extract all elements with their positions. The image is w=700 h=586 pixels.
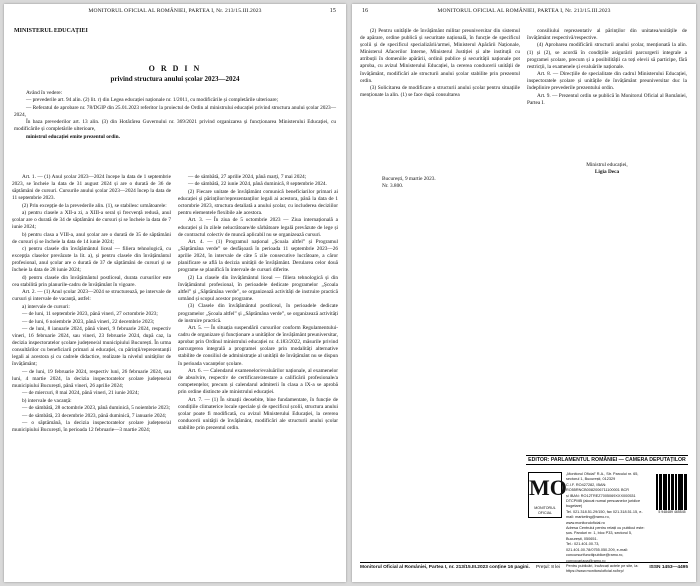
document-title: O R D I N — [148, 64, 202, 73]
publisher-info-line: C.I.F. RO427282, IBAN: RO55RNCB0082006711100001 BCR — [566, 482, 629, 493]
paragraph: — de sâmbătă, 23 decembrie 2023, până duminică, 7 ianuarie 2024; — [22, 412, 167, 419]
publisher-info-line: și IBAN: RO12TREZ7005069XXX000531 DTCPMB (alocat numai persoanelor juridice bugetare) — [566, 493, 641, 509]
document-subtitle: privind structura anului școlar 2023—2024 — [110, 75, 240, 83]
signatory-name: Ligia Deca — [594, 169, 620, 175]
running-header — [358, 8, 690, 18]
paragraph: a) intervale de cursuri: — [22, 303, 70, 310]
publisher-info — [566, 472, 648, 575]
paragraph: — de miercuri, 8 mai 2024, până vineri, 21 iunie 2024; — [22, 390, 139, 397]
logo-caption — [529, 506, 561, 515]
paragraph: Art. 4. — (1) Programul național „Școala altfel” și Programul „Săptămâna verde” se desfășoară în perioada 11 septembrie 2023—26 aprilie 2024, în intervale de câte 5 zile consecutive lucrătoare, a căror planificare se află la decizia unității de învățământ. Derularea celor două programe se planifică în intervale de cursuri diferite. — [178, 239, 338, 274]
text-column-left — [12, 174, 171, 434]
city-date: București, 9 martie 2023. — [382, 176, 436, 182]
preamble-line: ministrul educației emite prezentul ordin. — [26, 133, 120, 140]
publisher-info-line: „Monitorul Oficial” R.A., Str. Parcului nr. 65, sectorul 1, București, 012329 — [566, 472, 639, 482]
paragraph: Art. 3. — În ziua de 5 octombrie 2023 — Ziua internațională a educației și în zilele nelucrătoare/de sărbătoare legală prevăzute de lege și de contractul colectiv de muncă aplicabil nu se organizează cursuri. — [178, 217, 338, 238]
paragraph: (2) Prin excepție de la prevederile alin. (1), se stabilesc următoarele: — [22, 202, 167, 209]
right-page — [352, 4, 696, 582]
editor-bar: EDITOR: PARLAMENTUL ROMÂNIEI — CAMERA DEPUTAȚILOR — [526, 455, 688, 465]
paragraph: (2) Fiecare unitate de învățământ comunică beneficiarilor primari ai educației și părinților/reprezentanților legali ai acestora, până la data de 1 octombrie 2023, structura detaliată a anului școlar, cu includerea deciziilor pentru elementele flexibile ale acestora. — [178, 188, 338, 217]
paragraph: (4) Aprobarea modificării structurii anului școlar, menționată la alin. (1) și (2), se acordă în condițiile asigurării parcurgerii integrale a programei școlare, precum și a posibilității ca toți elevii să participe, fără restricții, la examenele și evaluările naționale. — [527, 42, 687, 70]
paragraph: Art. 8. — Direcțiile de specialitate din cadrul Ministerului Educației, inspectoratele școlare și unitățile de învățământ preuniversitar duc la îndeplinire prevederile prezentului ordin. — [527, 71, 687, 92]
paragraph: a) pentru clasele a XII-a zi, a XIII-a seral și frecvență redusă, anul școlar are o durată de 34 de săptămâni de cursuri și se încheie la data de 7 iunie 2024; — [12, 210, 171, 231]
paragraph: c) pentru clasele din învățământul liceal — filiera tehnologică, cu excepția claselor prevăzute la lit. a), și pentru clasele din învățământul profesional, anul școlar are o durată de 37 de săptămâni de cursuri și se încheie la data de 28 iunie 2024; — [12, 246, 171, 274]
footer-title: Monitorul Oficial al României, Partea I, nr. 213/15.III.2023 conține 16 pagini. — [360, 565, 530, 570]
paragraph: (2) La clasele din învățământul liceal — filiera tehnologică și din învățământul profesional, în perioadele dedicate programelor „Școala altfel” și „Săptămâna verde”, se organizează activități de instruire practică urmând și scopul acestor programe. — [178, 274, 338, 303]
paragraph: — o săptămână, la decizia inspectoratelor școlare județene/al municipiului București, în perioada 12 februarie—3 martie 2024; — [12, 419, 171, 434]
preamble-line: — Referatul de aprobare nr. 78/DGIP din 25.01.2023 referitor la proiectul de Ordin al ministrului educației privind structura anului școlar 2023—2024, — [14, 104, 336, 118]
paragraph: — de luni, 19 februarie 2024, respectiv luni, 26 februarie 2024, sau luni, 4 martie 2024, la decizia inspectoratelor școlare județene/al municipiului București, până vineri, 26 aprilie 2024; — [12, 368, 171, 389]
preamble-line: În baza prevederilor art. 13 alin. (3) din Hotărârea Guvernului nr. 369/2021 privind organizarea și funcționarea Ministerului Educației, cu modificările și completările ulterioare, — [14, 119, 336, 133]
publisher-info-line: Tel. 021.318.51.29/150, fax 021.318.51.15, e-mail: marketing@ramo.ro, www.monitoruloficial.ro — [566, 509, 643, 525]
paragraph: Art. 5. — În situația suspendării cursurilor conform Regulamentului-cadru de organizare și funcționare a unităților de învățământ preuniversitar, aprobat prin Ordinul ministrului educației nr. 4.183/2022, măsurile privind parcurgerea integrală a programei școlare prin modalități alternative stabilite de consiliul de administrație al unității de învățământ nu se dispun în perioada vacanțelor școlare. — [178, 325, 338, 367]
signatory-role: Ministrul educației, — [586, 162, 628, 168]
paragraph: (3) Solicitarea de modificare a structurii anului școlar pentru situațiile menționate la alin. (1) se face după consultarea — [360, 85, 520, 99]
paragraph: — de luni, 8 ianuarie 2024, până vineri, 9 februarie 2024, respectiv vineri, 16 februarie 2024, sau vineri, 23 februarie 2024, după caz, la decizia inspectoratelor școlare județene/al municipiului București. În urma consultărilor cu beneficiarii primari ai educației, cu părinții/reprezentanții legali ai acestora și cu cadrele didactice, realizate la nivelul unităților de învățământ; — [12, 325, 171, 368]
text-column-right — [527, 28, 687, 107]
text-column-left — [360, 28, 520, 100]
place-date — [382, 176, 436, 190]
paragraph: — de sâmbătă, 27 aprilie 2024, până marți, 7 mai 2024; — [188, 174, 307, 180]
logo-caption-2: OFICIAL — [538, 510, 552, 515]
issuer: MINISTERUL EDUCAȚIEI — [14, 28, 88, 34]
header-text: MONITORUL OFICIAL AL ROMÂNIEI, PARTEA I, Nr. 213/15.III.2023 — [88, 8, 262, 14]
publisher-info-line: Pentru publicări, încărcați actele pe site, la: https://www.monitoruloficial.ro/brp/ — [566, 563, 639, 574]
paragraph: b) intervale de vacanță: — [22, 397, 72, 404]
paragraph: Art. 6. — Calendarul examenelor/evaluărilor naționale, al examenelor de absolvire, respectiv de certificare/atestare a calificării profesionale/a competențelor, precum și calendarul admiterii în clasa a IX-a se aprobă prin ordine distincte ale ministrului educației. — [178, 367, 338, 396]
paragraph: — de luni, 6 noiembrie 2023, până vineri, 22 decembrie 2023; — [22, 318, 155, 325]
barcode-bar — [686, 474, 687, 510]
paragraph: consiliului reprezentativ al părinților din unitatea/unitățile de învățământ respectivă/respective. — [527, 28, 687, 42]
running-header — [10, 8, 340, 18]
preamble — [14, 90, 336, 141]
logo-letters: MO — [529, 475, 567, 500]
page-number: 15 — [329, 8, 336, 14]
paragraph: Art. 2. — (1) Anul școlar 2023—2024 se structurează, pe intervale de cursuri și intervale de vacanță, astfel: — [12, 289, 171, 303]
publisher-info-line: Tel.: 021.401.00.73, 021.401.00.78/0755.050.209, e-mail: concursurifunctiipublice@ramo.ro, convocariaga@ramo.ro — [566, 542, 629, 563]
paragraph: (3) Clasele din învățământul postliceal, în perioadele dedicate programelor „Școala altfel” și „Săptămâna verde”, se organizează activități de instruire practică. — [178, 303, 338, 324]
barcode-bars — [656, 474, 688, 510]
paragraph: — de sâmbătă, 22 iunie 2024, până duminică, 8 septembrie 2024. — [188, 181, 327, 188]
barcode — [656, 474, 688, 518]
footer-price: Prețul: 8 lei — [536, 565, 560, 570]
signature-block — [527, 162, 687, 176]
logo-caption-1: MONITORUL — [534, 506, 556, 510]
preamble-line: Având în vedere: — [26, 90, 63, 96]
paragraph: — de luni, 11 septembrie 2023, până vineri, 27 octombrie 2023; — [22, 311, 158, 318]
left-page — [4, 4, 346, 582]
paragraph: b) pentru clasa a VIII-a, anul școlar are o durată de 35 de săptămâni de cursuri și se încheie la data de 14 iunie 2024; — [12, 231, 171, 245]
paragraph: d) pentru clasele din învățământul postliceal, durata cursurilor este cea stabilită prin planurile-cadru de învățământ în vigoare. — [12, 274, 171, 288]
preamble-line: — prevederile art. 94 alin. (2) lit. r) din Legea educației naționale nr. 1/2011, cu modificările și completările ulterioare; — [26, 97, 279, 104]
header-text: MONITORUL OFICIAL AL ROMÂNIEI, PARTEA I, Nr. 213/15.III.2023 — [437, 8, 611, 14]
barcode-number: 5 948489 465545 — [658, 510, 686, 514]
footer-issn: ISSN 1453—4495 — [649, 565, 688, 570]
publisher-info-line: Adresa Centrului pentru relații cu publicul este: șos. Panduri nr. 1, bloc P33, sectorul 5, București, 050651. — [566, 526, 645, 541]
monitorul-oficial-logo — [528, 472, 567, 518]
order-number: Nr. 3.800. — [382, 183, 404, 189]
paragraph: Art. 1. — (1) Anul școlar 2023—2024 începe la data de 1 septembrie 2023, se încheie la data de 31 august 2024 și are o durată de 36 de săptămâni de cursuri. Cursurile anului școlar 2023—2024 încep la data de 11 septembrie 2023. — [12, 174, 171, 202]
paragraph: Art. 7. — (1) În situații deosebite, bine fundamentate, în funcție de condițiile climaterice locale speciale și de specificul școlii, structura anului școlar poate fi modificată, cu avizul Ministerului Educației, la cererea conducerii unității de învățământ, modificări ale structurii anului școlar stabilite prin prezentul ordin. — [178, 396, 338, 431]
paragraph: (2) Pentru unitățile de învățământ militar preuniversitar din sistemul de apărare, ordine publică și securitate națională, în funcție de specificul școlii și de specificul specializării/armei, Ministerul Apărării Naționale, Ministerul Afacerilor Interne, Ministerul Justiției și alte instituții cu atribuții în domeniile apărării, ordinii publice și securității naționale pot aproba, cu avizul Ministerului Educației, la cererea conducerii unității de învățământ, modificări ale structurii anului școlar stabilite prin prezentul ordin. — [360, 28, 520, 84]
page-number: 16 — [362, 8, 369, 14]
paragraph: — de sâmbătă, 28 octombrie 2023, până duminică, 5 noiembrie 2023; — [22, 405, 171, 412]
text-column-right — [178, 174, 338, 432]
paragraph: Art. 9. — Prezentul ordin se publică în Monitorul Oficial al României, Partea I. — [527, 92, 687, 106]
